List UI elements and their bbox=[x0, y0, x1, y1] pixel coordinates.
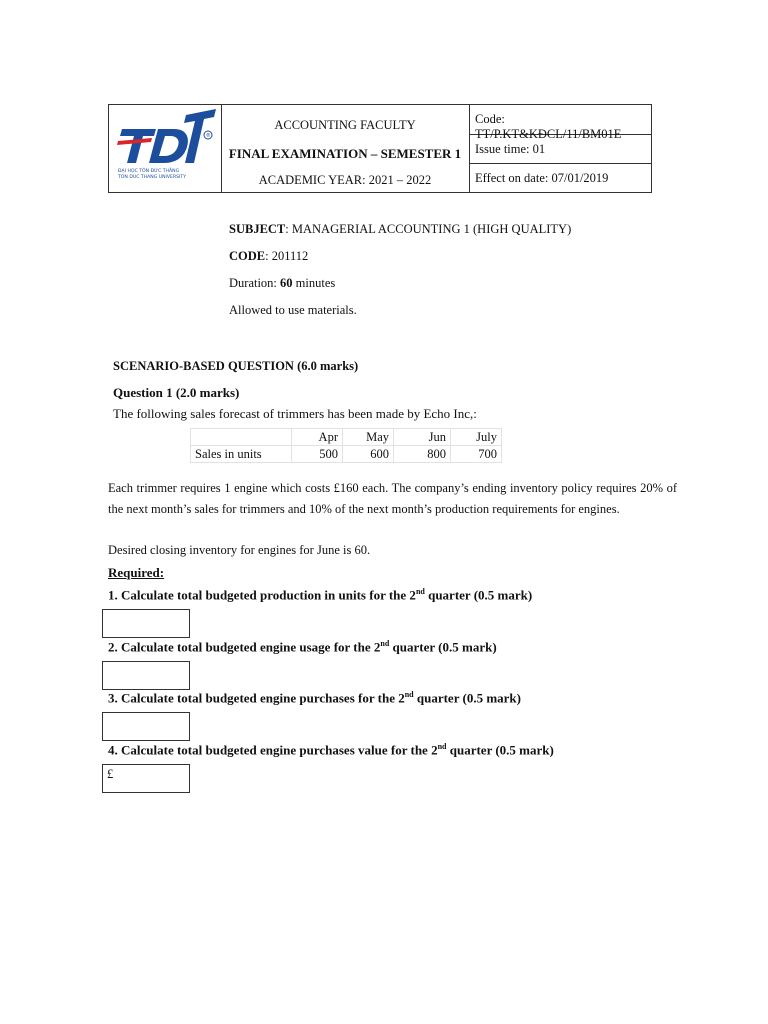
header-row-divider bbox=[469, 163, 651, 164]
table-header-row bbox=[191, 429, 502, 446]
task-text: quarter (0.5 mark) bbox=[389, 639, 497, 655]
task-text: quarter (0.5 mark) bbox=[413, 690, 521, 706]
table-header-cell: Jun bbox=[394, 429, 451, 446]
exam-title: FINAL EXAMINATION – SEMESTER 1 bbox=[228, 146, 462, 161]
materials-note: Allowed to use materials. bbox=[229, 303, 357, 317]
code-line bbox=[229, 249, 308, 264]
task-text: 3. Calculate total budgeted engine purchases for the 2 bbox=[108, 690, 405, 706]
required-heading: Required: bbox=[108, 565, 165, 580]
task-text: 2. Calculate total budgeted engine usage for the 2 bbox=[108, 639, 381, 655]
section-title: SCENARIO-BASED QUESTION (6.0 marks) bbox=[113, 359, 359, 373]
table-header-cell: July bbox=[451, 429, 502, 446]
table-cell: 500 bbox=[292, 446, 343, 463]
table-cell: 600 bbox=[343, 446, 394, 463]
answer-box-2[interactable] bbox=[102, 661, 190, 690]
duration-prefix: Duration: bbox=[229, 276, 281, 290]
table-header-cell: Apr bbox=[292, 429, 343, 446]
university-logo bbox=[112, 105, 220, 192]
answer-box-3[interactable] bbox=[102, 712, 190, 741]
question-intro: The following sales forecast of trimmers has been made by Echo Inc,: bbox=[113, 406, 477, 421]
scenario-paragraph: Each trimmer requires 1 engine which costs £160 each. The company’s ending inventory policy requires 20% of the next month’s sales for trimmers and 10% of the next month’s production requirements for engines. bbox=[108, 481, 677, 516]
subject-line bbox=[229, 222, 571, 237]
issue-time: Issue time: 01 bbox=[475, 142, 546, 156]
logo-registered-mark: ® bbox=[205, 133, 211, 139]
task-sup: nd bbox=[380, 639, 390, 648]
task-text: quarter (0.5 mark) bbox=[424, 587, 533, 603]
closing-inventory-note: Desired closing inventory for engines for June is 60. bbox=[108, 543, 371, 557]
task-text: quarter (0.5 mark) bbox=[446, 742, 554, 758]
table-cell: 700 bbox=[451, 446, 502, 463]
task-4 bbox=[108, 742, 554, 758]
header-divider bbox=[469, 105, 470, 192]
table-row bbox=[191, 446, 502, 463]
effect-date: Effect on date: 07/01/2019 bbox=[475, 171, 609, 185]
task-2 bbox=[108, 639, 497, 655]
task-text: 4. Calculate total budgeted engine purchases value for the 2 bbox=[108, 742, 438, 758]
code-label: CODE bbox=[229, 249, 266, 263]
question-title: Question 1 (2.0 marks) bbox=[113, 385, 240, 400]
table-header-cell: May bbox=[343, 429, 394, 446]
table-cell: 800 bbox=[394, 446, 451, 463]
answer-box-4[interactable]: £ bbox=[102, 764, 190, 793]
faculty-name: ACCOUNTING FACULTY bbox=[274, 118, 416, 132]
duration-suffix: minutes bbox=[292, 276, 336, 290]
table-row-label: Sales in units bbox=[191, 446, 292, 463]
task-sup: nd bbox=[437, 742, 447, 751]
duration-value: 60 bbox=[280, 276, 293, 290]
academic-year: ACADEMIC YEAR: 2021 – 2022 bbox=[258, 173, 432, 187]
task-3 bbox=[108, 690, 521, 706]
task-sup: nd bbox=[404, 690, 414, 699]
subject-value: : MANAGERIAL ACCOUNTING 1 (HIGH QUALITY) bbox=[285, 222, 572, 236]
document-code: Code: TT/P.KT&KĐCL/11/BM01E bbox=[475, 112, 622, 141]
exam-header-table bbox=[108, 104, 652, 193]
duration-line bbox=[229, 276, 335, 291]
code-value: : 201112 bbox=[265, 249, 309, 263]
task-1 bbox=[108, 587, 532, 603]
logo-line-2: TON DUC THANG UNIVERSITY bbox=[118, 175, 187, 180]
logo-line-1: ĐẠI HỌC TÔN ĐỨC THẮNG bbox=[118, 169, 180, 174]
table-header-cell bbox=[191, 429, 292, 446]
task-sup: nd bbox=[415, 587, 425, 596]
subject-label: SUBJECT bbox=[229, 222, 286, 236]
sales-forecast-table bbox=[190, 428, 502, 463]
answer-box-1[interactable] bbox=[102, 609, 190, 638]
task-text: 1. Calculate total budgeted production in units for the 2 bbox=[108, 587, 416, 603]
